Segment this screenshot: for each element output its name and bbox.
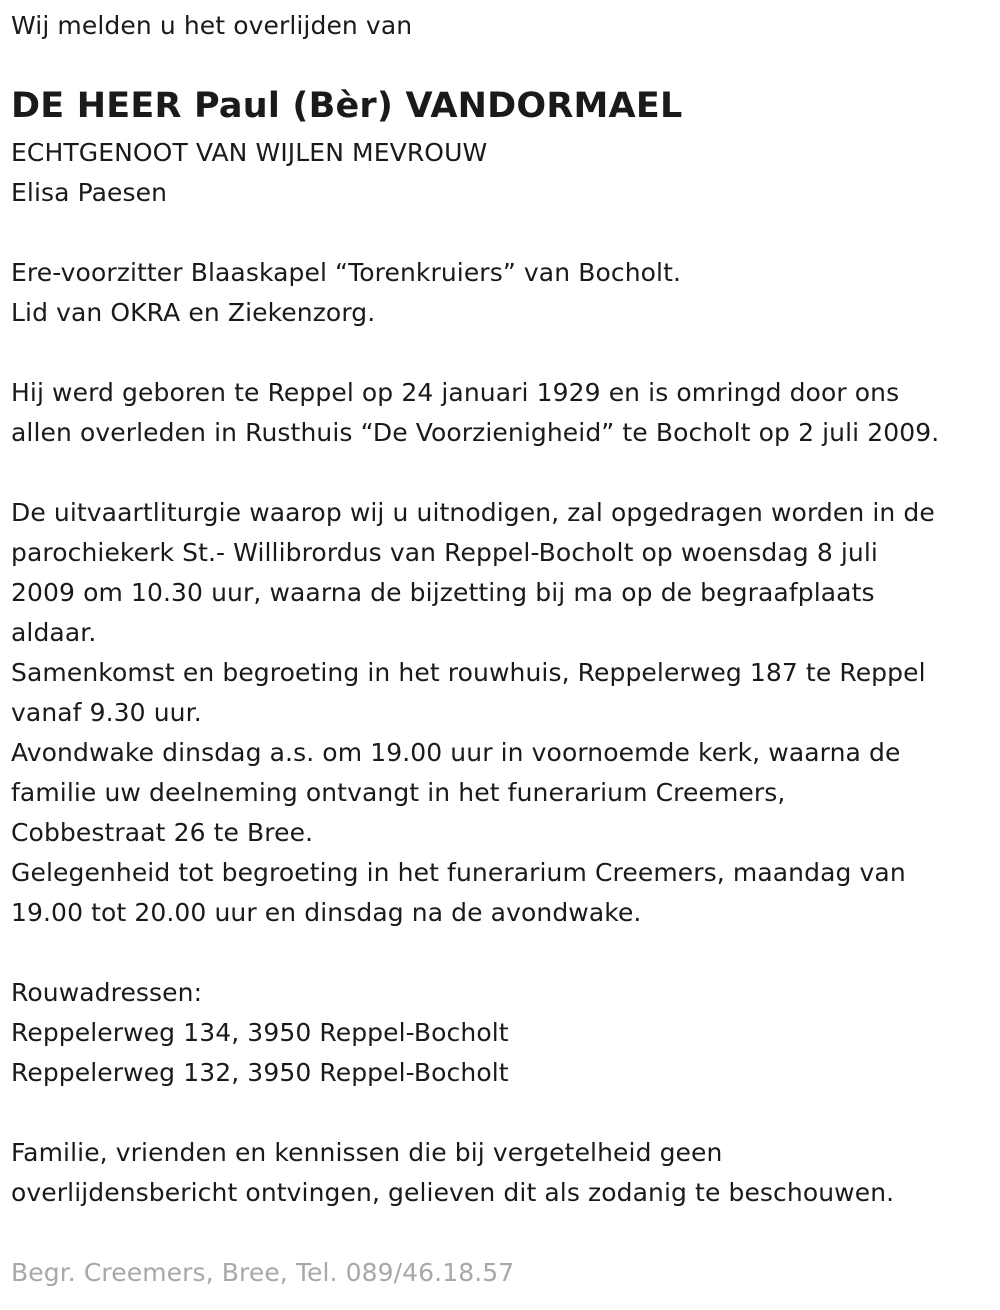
closing-line: Familie, vrienden en kennissen die bij vergetelheid geen	[11, 1138, 723, 1167]
intro-text: Wij melden u het overlijden van	[11, 11, 413, 40]
birth-death-line: allen overleden in Rusthuis “De Voorzienigheid” te Bocholt op 2 juli 2009.	[11, 418, 940, 447]
spouse-title: ECHTGENOOT VAN WIJLEN MEVROUW	[11, 138, 488, 167]
funeral-line: vanaf 9.30 uur.	[11, 698, 202, 727]
spouse-name: Elisa Paesen	[11, 178, 168, 207]
address-line: Reppelerweg 134, 3950 Reppel-Bocholt	[11, 1018, 509, 1047]
role-line: Ere-voorzitter Blaaskapel “Torenkruiers” van Bocholt.	[11, 258, 682, 287]
funeral-line: 2009 om 10.30 uur, waarna de bijzetting bij ma op de begraafplaats	[11, 578, 875, 607]
funeral-line: aldaar.	[11, 618, 97, 647]
funeral-line: 19.00 tot 20.00 uur en dinsdag na de avondwake.	[11, 898, 642, 927]
funeral-line: familie uw deelneming ontvangt in het funerarium Creemers,	[11, 778, 786, 807]
funeral-line: Gelegenheid tot begroeting in het funerarium Creemers, maandag van	[11, 858, 906, 887]
deceased-name: DE HEER Paul (Bèr) VANDORMAEL	[11, 86, 683, 126]
role-line: Lid van OKRA en Ziekenzorg.	[11, 298, 376, 327]
funeral-line: parochiekerk St.- Willibrordus van Reppel-Bocholt op woensdag 8 juli	[11, 538, 878, 567]
addresses-label: Rouwadressen:	[11, 978, 203, 1007]
birth-death-line: Hij werd geboren te Reppel op 24 januari 1929 en is omringd door ons	[11, 378, 900, 407]
funeral-home-footer: Begr. Creemers, Bree, Tel. 089/46.18.57	[11, 1258, 515, 1287]
funeral-line: De uitvaartliturgie waarop wij u uitnodigen, zal opgedragen worden in de	[11, 498, 935, 527]
funeral-line: Cobbestraat 26 te Bree.	[11, 818, 314, 847]
funeral-line: Samenkomst en begroeting in het rouwhuis, Reppelerweg 187 te Reppel	[11, 658, 926, 687]
closing-line: overlijdensbericht ontvingen, gelieven dit als zodanig te beschouwen.	[11, 1178, 895, 1207]
address-line: Reppelerweg 132, 3950 Reppel-Bocholt	[11, 1058, 509, 1087]
funeral-line: Avondwake dinsdag a.s. om 19.00 uur in voornoemde kerk, waarna de	[11, 738, 901, 767]
